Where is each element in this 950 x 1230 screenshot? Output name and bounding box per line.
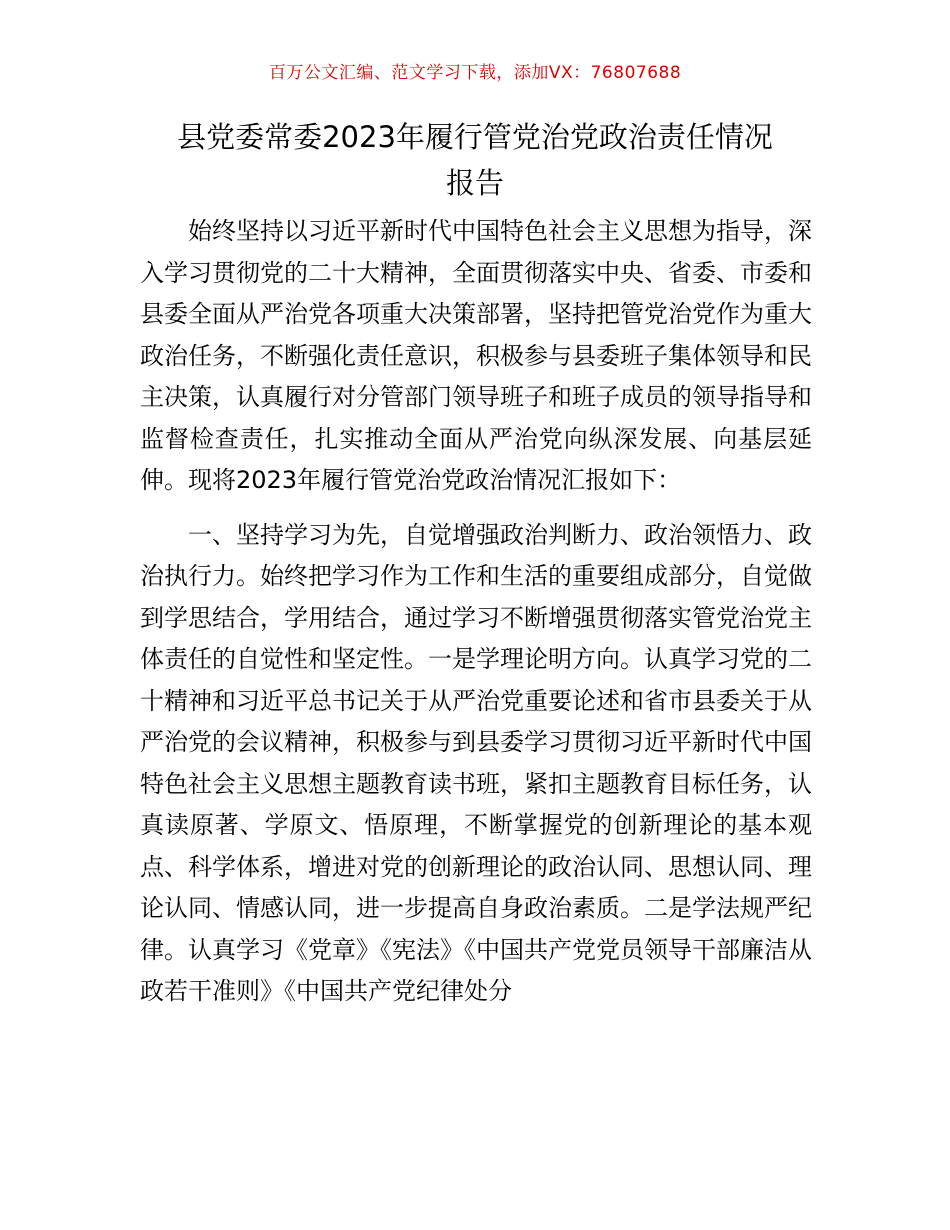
paragraph-intro: 始终坚持以习近平新时代中国特色社会主义思想为指导，深入学习贯彻党的二十大精神，全面贯彻落实中央、省委、市委和县委全面从严治党各项重大决策部署，坚持把管党治党作为重大政治任务，不断强化责任意识，积极参与县委班子集体领导和民主决策，认真履行对分管部门领导班子和班子成员的领导指导和监督检查责任，扎实推动全面从严治党向纵深发展、向基层延伸。现将2023年履行管党治党政治情况汇报如下： bbox=[140, 217, 812, 494]
header-note: 百万公文汇编、范文学习下载，添加VX：76807688 bbox=[268, 63, 682, 83]
paragraph-section-1: 一、坚持学习为先，自觉增强政治判断力、政治领悟力、政治执行力。始终把学习作为工作和生活的重要组成部分，自觉做到学思结合，学用结合，通过学习不断增强贯彻落实管党治党主体责任的自觉性和坚定性。一是学理论明方向。认真学习党的二十精神和习近平总书记关于从严治党重要论述和省市县委关于从严治党的会议精神，积极参与到县委学习贯彻习近平新时代中国特色社会主义思想主题教育读书班，紧扣主题教育目标任务，认真读原著、学原文、悟原理，不断掌握党的创新理论的基本观点、科学体系，增进对党的创新理论的政治认同、思想认同、理论认同、情感认同，进一步提高自身政治素质。二是学法规严纪律。认真学习《党章》《宪法》《中国共产党党员领导干部廉洁从政若干准则》《中国共产党纪律处分 bbox=[140, 520, 812, 1005]
document-title-line-2: 报告 bbox=[445, 166, 504, 200]
document-title-line-1: 县党委常委2023年履行管党治党政治责任情况 bbox=[177, 120, 773, 154]
document-title bbox=[140, 114, 810, 206]
document-body bbox=[140, 211, 812, 1013]
